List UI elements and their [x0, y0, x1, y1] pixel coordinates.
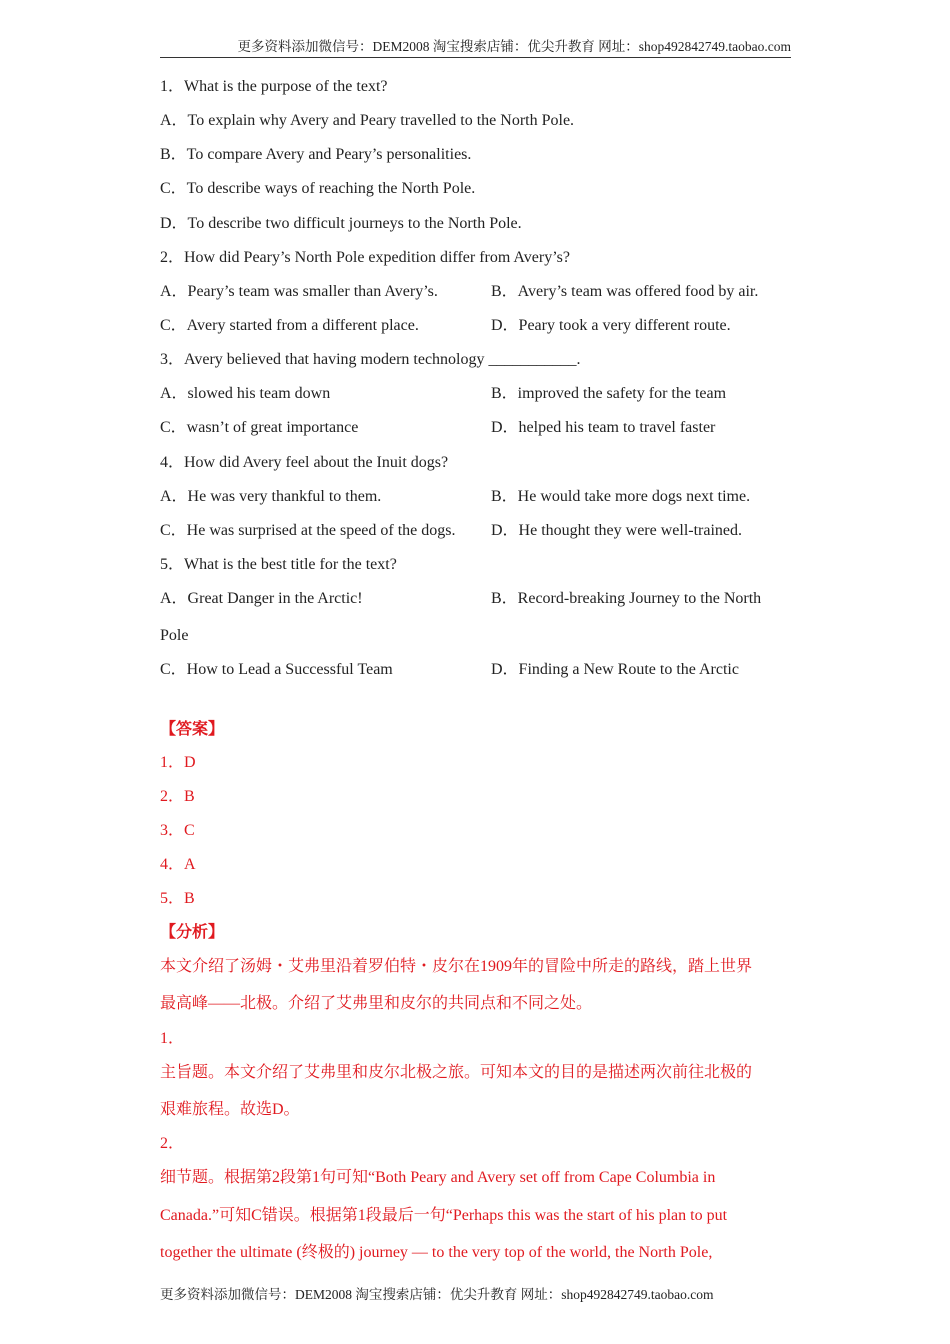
option-row: [160, 660, 739, 680]
option-left: A．He was very thankful to them.: [160, 488, 382, 505]
analysis-line: 主旨题。本文介绍了艾弗里和皮尔北极之旅。可知本文的目的是描述两次前往北极的: [160, 1064, 753, 1081]
option-right: D．helped his team to travel faster: [491, 419, 716, 436]
option-row: [160, 589, 762, 609]
option-line: C．To describe ways of reaching the North Pole.: [160, 180, 476, 197]
answer-item: 3．C: [160, 822, 195, 839]
analysis-line: 本文介绍了汤姆・艾弗里沿着罗伯特・皮尔在1909年的冒险中所走的路线，踏上世界: [160, 958, 753, 975]
option-row: [160, 384, 727, 404]
option-row: [160, 316, 731, 336]
option-right: B．improved the safety for the team: [491, 385, 727, 402]
answer-item: 4．A: [160, 856, 196, 873]
option-line: D．To describe two difficult journeys to the North Pole.: [160, 215, 522, 232]
option-line: B．To compare Avery and Peary’s personalities.: [160, 146, 472, 163]
answer-item: 1．D: [160, 754, 196, 771]
option-right: B．Record-breaking Journey to the North: [491, 590, 762, 607]
option-left: C．How to Lead a Successful Team: [160, 661, 393, 678]
option-row: [160, 418, 716, 438]
option-row: [160, 282, 759, 302]
analysis-line: together the ultimate (终极的) journey — to the very top of the world, the North Pole,: [160, 1244, 713, 1261]
question-stem: 3．Avery believed that having modern technology ___________.: [160, 351, 581, 368]
option-left: C．He was surprised at the speed of the dogs.: [160, 522, 456, 539]
analysis-line: 艰难旅程。故选D。: [160, 1101, 300, 1118]
option-right: B．He would take more dogs next time.: [491, 488, 751, 505]
option-right: B．Avery’s team was offered food by air.: [491, 283, 759, 300]
question-stem: 1．What is the purpose of the text?: [160, 78, 388, 95]
page-header: 更多资料添加微信号：DEM2008 淘宝搜索店铺：优尖升教育 网址：shop492842749.taobao.com: [160, 38, 791, 58]
option-right: D．He thought they were well-trained.: [491, 522, 743, 539]
answer-heading: 【答案】: [160, 721, 225, 738]
analysis-heading: 【分析】: [160, 924, 225, 941]
answer-item: 2．B: [160, 788, 195, 805]
analysis-line: 最高峰——北极。介绍了艾弗里和皮尔的共同点和不同之处。: [160, 995, 593, 1012]
analysis-line: 1．: [160, 1030, 185, 1047]
option-right: D．Peary took a very different route.: [491, 317, 731, 334]
option-line: A．To explain why Avery and Peary travelled to the North Pole.: [160, 112, 575, 129]
analysis-line: 细节题。根据第2段第1句可知“Both Peary and Avery set off from Cape Columbia in: [160, 1169, 716, 1186]
page-footer: 更多资料添加微信号：DEM2008 淘宝搜索店铺：优尖升教育 网址：shop492842749.taobao.com: [160, 1287, 714, 1302]
option-line: Pole: [160, 627, 189, 644]
question-stem: 5．What is the best title for the text?: [160, 556, 397, 573]
analysis-line: Canada.”可知C错误。根据第1段最后一句“Perhaps this was the start of his plan to put: [160, 1207, 728, 1224]
option-row: [160, 487, 751, 507]
option-left: C．wasn’t of great importance: [160, 419, 359, 436]
question-stem: 4．How did Avery feel about the Inuit dogs?: [160, 454, 449, 471]
option-left: A．slowed his team down: [160, 385, 331, 402]
option-left: A．Great Danger in the Arctic!: [160, 590, 363, 607]
option-right: D．Finding a New Route to the Arctic: [491, 661, 739, 678]
option-row: [160, 521, 743, 541]
analysis-line: 2．: [160, 1135, 185, 1152]
option-left: C．Avery started from a different place.: [160, 317, 419, 334]
answer-item: 5．B: [160, 890, 195, 907]
question-stem: 2．How did Peary’s North Pole expedition differ from Avery’s?: [160, 249, 571, 266]
option-left: A．Peary’s team was smaller than Avery’s.: [160, 283, 438, 300]
